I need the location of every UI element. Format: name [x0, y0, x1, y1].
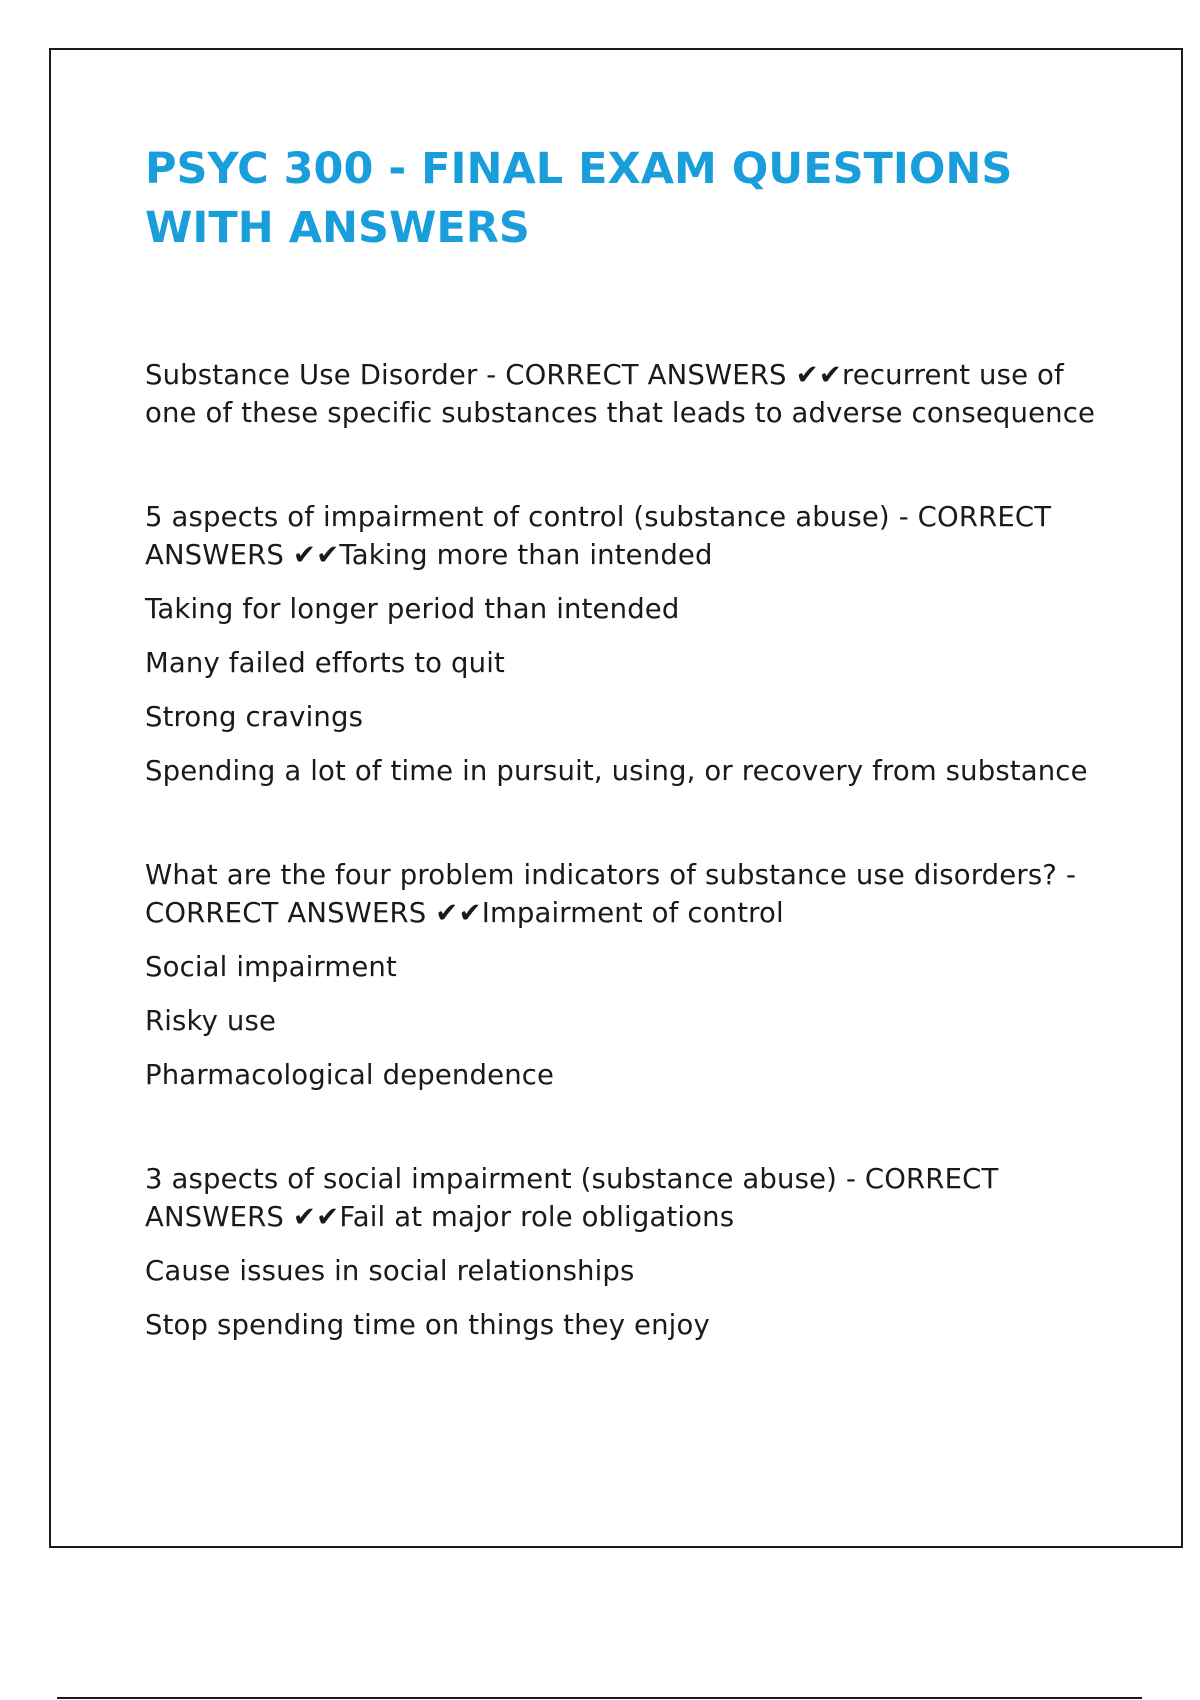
qa-question-line — [145, 856, 1105, 932]
question-text: 3 aspects of social impairment (substance abuse) — [145, 1163, 838, 1195]
answer-separator: - CORRECT ANSWERS — [145, 501, 1052, 571]
qa-item — [145, 856, 1105, 1094]
answer-line: Taking for longer period than intended — [145, 593, 680, 625]
answer-line: Strong cravings — [145, 701, 364, 733]
qa-item — [145, 1160, 1105, 1344]
answer-text: Impairment of control — [481, 897, 784, 929]
question-text: 5 aspects of impairment of control (substance abuse) — [145, 501, 890, 533]
question-text: Substance Use Disorder — [145, 359, 478, 391]
answer-line: Stop spending time on things they enjoy — [145, 1309, 710, 1341]
answer-line: Risky use — [145, 1005, 277, 1037]
document-content — [145, 140, 1105, 1410]
question-text: What are the four problem indicators of substance use disorders? — [145, 859, 1058, 891]
qa-question-line — [145, 356, 1105, 432]
checkmark-icon: ✔✔ — [292, 539, 340, 571]
answer-separator: - CORRECT ANSWERS — [145, 859, 1077, 929]
qa-list — [145, 356, 1105, 1344]
answer-line: Pharmacological dependence — [145, 1059, 555, 1091]
answer-line: Spending a lot of time in pursuit, using, or recovery from substance — [145, 755, 1088, 787]
answer-line: Social impairment — [145, 951, 397, 983]
answer-line: Many failed efforts to quit — [145, 647, 505, 679]
qa-item — [145, 498, 1105, 790]
qa-question-line — [145, 1160, 1105, 1236]
document-title: PSYC 300 - FINAL EXAM QUESTIONS WITH ANSWERS — [145, 144, 1013, 253]
checkmark-icon: ✔✔ — [435, 897, 482, 929]
checkmark-icon: ✔✔ — [292, 1201, 340, 1233]
checkmark-icon: ✔✔ — [795, 359, 842, 391]
footer-divider — [57, 1697, 1142, 1699]
qa-item — [145, 356, 1105, 432]
answer-separator: - CORRECT ANSWERS — [145, 1163, 999, 1233]
answer-line: Cause issues in social relationships — [145, 1255, 635, 1287]
answer-separator: - CORRECT ANSWERS — [477, 359, 796, 391]
answer-text: recurrent use of one of these specific substances that leads to adverse consequence — [145, 359, 1096, 429]
answer-text: Fail at major role obligations — [339, 1201, 735, 1233]
qa-question-line — [145, 498, 1105, 574]
answer-text: Taking more than intended — [339, 539, 713, 571]
